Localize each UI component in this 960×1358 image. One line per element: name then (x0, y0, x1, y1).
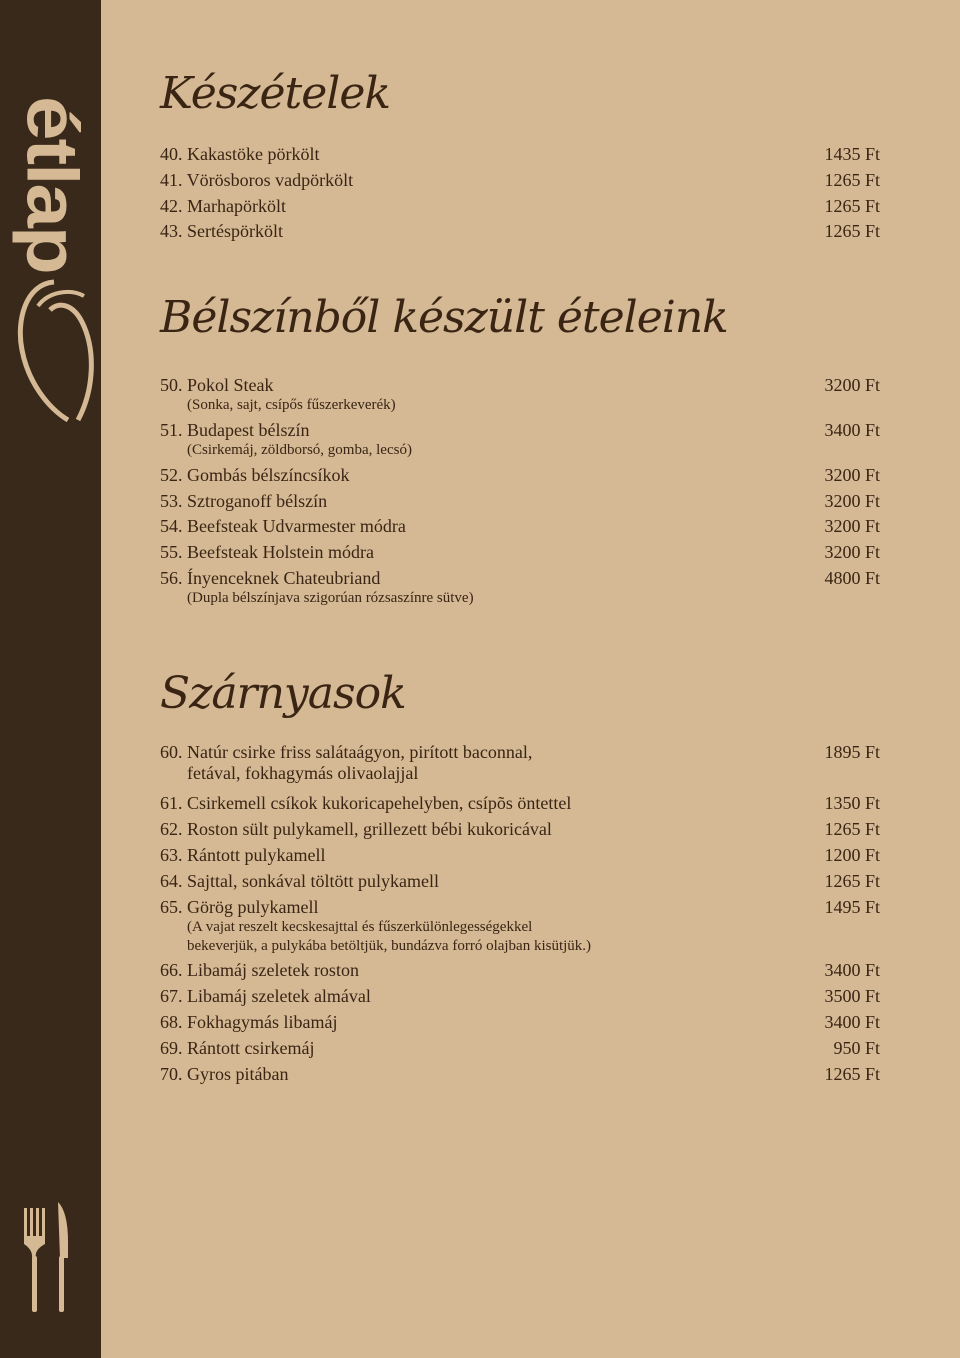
item-name: 55. Beefsteak Holstein módra (160, 542, 374, 562)
item-name: 63. Rántott pulykamell (160, 845, 326, 865)
item-name: 62. Roston sült pulykamell, grillezett bébi kukoricával (160, 819, 552, 839)
item-name: 70. Gyros pitában (160, 1064, 289, 1084)
item-description: bekeverjük, a pulykába betöltjük, bundázva forró olajban kisütjük.) (187, 938, 592, 954)
item-price: 1265 Ft (824, 170, 880, 190)
item-price: 1350 Ft (824, 793, 880, 813)
item-price: 3200 Ft (824, 516, 880, 536)
item-name: 52. Gombás bélszíncsíkok (160, 465, 350, 485)
item-price: 3200 Ft (824, 375, 880, 395)
item-price: 3200 Ft (824, 542, 880, 562)
item-name: 67. Libamáj szeletek almával (160, 986, 371, 1006)
item-price: 1435 Ft (824, 144, 880, 164)
item-price: 1265 Ft (824, 871, 880, 891)
item-name: 40. Kakastöke pörkölt (160, 144, 320, 164)
item-price: 3200 Ft (824, 465, 880, 485)
item-name: 69. Rántott csirkemáj (160, 1038, 315, 1058)
item-name: 66. Libamáj szeletek roston (160, 960, 359, 980)
item-name: 42. Marhapörkölt (160, 196, 286, 216)
item-name: 64. Sajttal, sonkával töltött pulykamell (160, 871, 439, 891)
item-description: (Csirkemáj, zöldborsó, gomba, lecsó) (187, 442, 412, 458)
item-price: 4800 Ft (824, 568, 880, 588)
item-name: 56. Ínyenceknek Chateubriand (160, 568, 381, 588)
item-name: 60. Natúr csirke friss salátaágyon, pirított baconnal, (160, 742, 533, 762)
item-price: 3400 Ft (824, 1012, 880, 1032)
item-description: (Sonka, sajt, csípős fűszerkeverék) (187, 397, 396, 413)
section-title-belszin: Bélszínből készült ételeink (160, 292, 728, 343)
item-name-continued: fetával, fokhagymás olivaolajjal (187, 763, 419, 783)
item-price: 3500 Ft (824, 986, 880, 1006)
item-name: 50. Pokol Steak (160, 375, 274, 395)
item-name: 61. Csirkemell csíkok kukoricapehelyben, csípõs öntettel (160, 793, 572, 813)
item-description: (Dupla bélszínjava szigorúan rózsaszínre sütve) (187, 590, 474, 606)
item-price: 1265 Ft (824, 1064, 880, 1084)
item-price: 1200 Ft (824, 845, 880, 865)
item-name: 53. Sztroganoff bélszín (160, 491, 328, 511)
sidebar-title: étlap (12, 96, 93, 273)
item-name: 54. Beefsteak Udvarmester módra (160, 516, 406, 536)
section-title-szarnyasok: Szárnyasok (160, 668, 406, 719)
fork-knife-icon (22, 1202, 72, 1314)
sidebar (0, 0, 101, 1358)
item-description: (A vajat reszelt kecskesajttal és fűszerkülönlegességekkel (187, 919, 533, 935)
item-price: 1265 Ft (824, 221, 880, 241)
item-price: 1265 Ft (824, 819, 880, 839)
item-name: 41. Vörösboros vadpörkölt (160, 170, 354, 190)
item-name: 65. Görög pulykamell (160, 897, 319, 917)
item-price: 950 Ft (833, 1038, 880, 1058)
item-price: 1495 Ft (824, 897, 880, 917)
item-name: 51. Budapest bélszín (160, 420, 310, 440)
item-name: 43. Sertéspörkölt (160, 221, 283, 241)
item-price: 3400 Ft (824, 960, 880, 980)
section-title-keszetelek: Készételek (160, 68, 391, 119)
swirl-ornament-icon (8, 270, 100, 430)
item-price: 3200 Ft (824, 491, 880, 511)
item-price: 3400 Ft (824, 420, 880, 440)
item-price: 1265 Ft (824, 196, 880, 216)
item-price: 1895 Ft (824, 742, 880, 762)
item-name: 68. Fokhagymás libamáj (160, 1012, 338, 1032)
